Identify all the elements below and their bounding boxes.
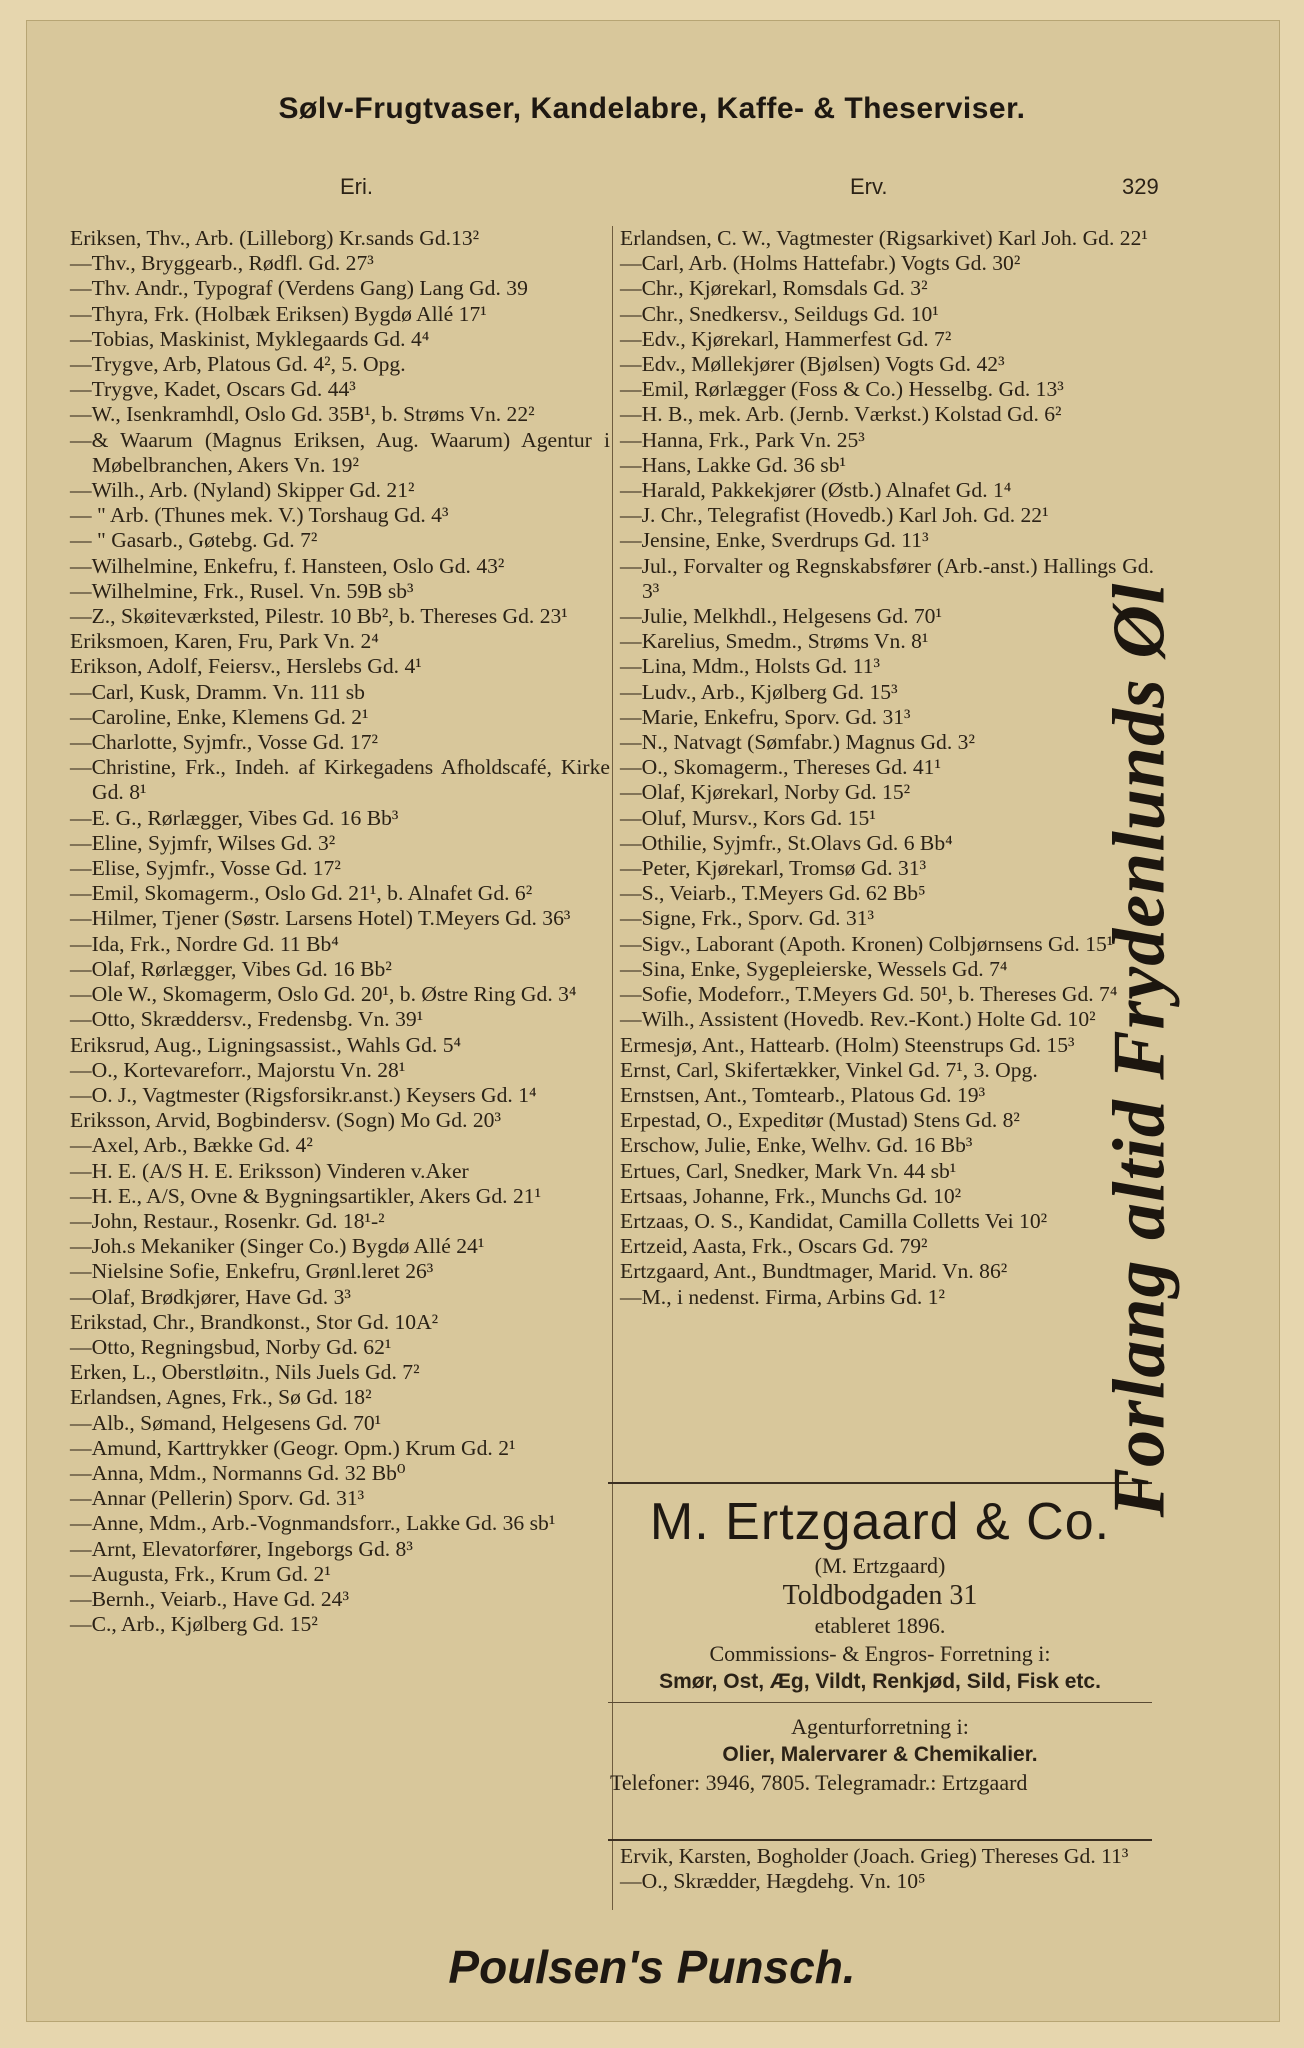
directory-entry: —Sina, Enke, Sygepleierske, Wessels Gd. 7⁴ (620, 956, 1008, 981)
directory-entry: —Edv., Kjørekarl, Hammerfest Gd. 7² (620, 326, 952, 351)
directory-entry: —N., Natvagt (Sømfabr.) Magnus Gd. 3² (620, 730, 975, 755)
advert-address: Toldbodgaden 31 (782, 1580, 978, 1611)
directory-entry: —Emil, Skomagerm., Oslo Gd. 21¹, b. Alnafet Gd. 6² (70, 881, 533, 906)
directory-entry: —Harald, Pakkekjører (Østb.) Alnafet Gd. 1⁴ (620, 478, 1012, 503)
directory-entry: —Wilh., Assistent (Hovedb. Rev.-Kont.) Holte Gd. 10² (620, 1007, 1096, 1032)
directory-entry: —Ida, Frk., Nordre Gd. 11 Bb⁴ (70, 931, 339, 956)
directory-entry: —Bernh., Veiarb., Have Gd. 24³ (70, 1586, 349, 1611)
directory-entry: Ernstsen, Ant., Tomtearb., Platous Gd. 19³ (620, 1082, 986, 1107)
directory-entry: Erlandsen, C. W., Vagtmester (Rigsarkivet) Karl Joh. Gd. 22¹ (620, 226, 1148, 250)
directory-entry: —Sofie, Modeforr., T.Meyers Gd. 50¹, b. Thereses Gd. 7⁴ (620, 982, 1118, 1007)
directory-entry: —Otto, Skræddersv., Fredensbg. Vn. 39¹ (70, 1007, 424, 1032)
directory-entry: —Lina, Mdm., Holsts Gd. 11³ (620, 654, 880, 679)
directory-entry: Erken, L., Oberstløitn., Nils Juels Gd. 7² (70, 1360, 420, 1385)
directory-entry: —& Waarum (Magnus Eriksen, Aug. Waarum) Agentur i Møbelbranchen, Akers Vn. 19² (70, 427, 610, 477)
advert-owner: (M. Ertzgaard) (814, 1553, 946, 1578)
directory-entry: —O., Skomagerm., Thereses Gd. 41¹ (620, 755, 941, 780)
directory-entry: —Olaf, Rørlægger, Vibes Gd. 16 Bb² (70, 956, 392, 981)
directory-entry: —Signe, Frk., Sporv. Gd. 31³ (620, 906, 875, 931)
directory-entry: —Anne, Mdm., Arb.-Vognmandsforr., Lakke Gd. 36 sb¹ (70, 1511, 556, 1536)
directory-entry: Eriksen, Thv., Arb. (Lilleborg) Kr.sands Gd.13² (70, 226, 480, 250)
directory-entry: —C., Arb., Kjølberg Gd. 15² (70, 1612, 318, 1637)
directory-entry: —Thv., Bryggearb., Rødfl. Gd. 27³ (70, 251, 374, 276)
directory-entry: —Charlotte, Syjmfr., Vosse Gd. 17² (70, 730, 378, 755)
directory-entry: —H. B., mek. Arb. (Jernb. Værkst.) Kolstad Gd. 6² (620, 402, 1062, 427)
after-advert-entries (620, 1844, 1154, 1894)
directory-entry: Ertzgaard, Ant., Bundtmager, Marid. Vn. 86² (620, 1259, 1008, 1284)
directory-entry: —Thv. Andr., Typograf (Verdens Gang) Lang Gd. 39 (70, 276, 528, 301)
directory-entry: Erschow, Julie, Enke, Welhv. Gd. 16 Bb³ (620, 1133, 973, 1158)
directory-entry: —Ole W., Skomagerm, Oslo Gd. 20¹, b. Østre Ring Gd. 3⁴ (70, 982, 577, 1007)
directory-entry: Ertzeid, Aasta, Frk., Oscars Gd. 79² (620, 1234, 928, 1259)
directory-entry: —Edv., Møllekjører (Bjølsen) Vogts Gd. 42³ (620, 352, 1005, 377)
directory-entry: —John, Restaur., Rosenkr. Gd. 18¹-² (70, 1208, 385, 1233)
directory-entry: —Othilie, Syjmfr., St.Olavs Gd. 6 Bb⁴ (620, 830, 953, 855)
directory-entry: — " Arb. (Thunes mek. V.) Torshaug Gd. 4³ (70, 503, 449, 528)
right-column (620, 226, 1154, 1310)
advert-business: Commissions- & Engros- Forretning i: (709, 1641, 1051, 1666)
directory-entry: —Ludv., Arb., Kjølberg Gd. 15³ (620, 679, 898, 704)
directory-entry: Erikstad, Chr., Brandkonst., Stor Gd. 10A² (70, 1309, 439, 1334)
directory-entry: —Emil, Rørlægger (Foss & Co.) Hesselbg. Gd. 13³ (620, 377, 1064, 402)
directory-entry: —Chr., Kjørekarl, Romsdals Gd. 3² (620, 276, 928, 301)
directory-entry: —Christine, Frk., Indeh. af Kirkegadens Afholdscafé, Kirke Gd. 8¹ (70, 755, 610, 805)
directory-entry: Eriksson, Arvid, Bogbindersv. (Sogn) Mo Gd. 20³ (70, 1108, 501, 1133)
directory-entry: Eriksmoen, Karen, Fru, Park Vn. 2⁴ (70, 629, 379, 654)
directory-entry: —J. Chr., Telegrafist (Hovedb.) Karl Joh. Gd. 22¹ (620, 503, 1049, 528)
directory-entry: —Carl, Kusk, Dramm. Vn. 111 sb (70, 679, 365, 704)
directory-entry: Ervik, Karsten, Bogholder (Joach. Grieg) Thereses Gd. 11³ (620, 1844, 1129, 1868)
directory-entry: —Z., Skøiteværksted, Pilestr. 10 Bb², b. Thereses Gd. 23¹ (70, 604, 568, 629)
advert-agency-goods: Olier, Malervarer & Chemikalier. (722, 1743, 1038, 1766)
directory-entry: —Marie, Enkefru, Sporv. Gd. 31³ (620, 704, 911, 729)
directory-entry: —O., Kortevareforr., Majorstu Vn. 28¹ (70, 1057, 406, 1082)
advert-divider (608, 1702, 1152, 1703)
directory-entry: —Amund, Karttrykker (Geogr. Opm.) Krum Gd. 2¹ (70, 1435, 516, 1460)
directory-entry: Ernst, Carl, Skifertækker, Vinkel Gd. 7¹, 3. Opg. (620, 1057, 1038, 1082)
directory-entry: Erlandsen, Agnes, Frk., Sø Gd. 18² (70, 1385, 372, 1410)
directory-entry: —Wilhelmine, Frk., Rusel. Vn. 59B sb³ (70, 578, 414, 603)
directory-entry: —Karelius, Smedm., Strøms Vn. 8¹ (620, 629, 929, 654)
footer-advert: Poulsen's Punsch. (448, 1941, 856, 1993)
directory-entry: —Wilhelmine, Enkefru, f. Hansteen, Oslo Gd. 43² (70, 553, 505, 578)
running-header-right: Erv. (850, 174, 888, 199)
directory-entry: —Caroline, Enke, Klemens Gd. 2¹ (70, 704, 369, 729)
advert-agency: Agenturforretning i: (791, 1714, 969, 1739)
directory-entry: —S., Veiarb., T.Meyers Gd. 62 Bb⁵ (620, 881, 926, 906)
directory-entry: —Carl, Arb. (Holms Hattefabr.) Vogts Gd. 30² (620, 251, 1021, 276)
directory-entry: —M., i nedenst. Firma, Arbins Gd. 1² (620, 1284, 945, 1309)
directory-entry: —Arnt, Elevatorfører, Ingeborgs Gd. 8³ (70, 1536, 413, 1561)
directory-entry: —Annar (Pellerin) Sporv. Gd. 31³ (70, 1486, 365, 1511)
directory-entry: —E. G., Rørlægger, Vibes Gd. 16 Bb³ (70, 805, 399, 830)
directory-entry: Erikson, Adolf, Feiersv., Herslebs Gd. 4¹ (70, 654, 422, 679)
directory-entry: —Wilh., Arb. (Nyland) Skipper Gd. 21² (70, 478, 415, 503)
advert-company-name: M. Ertzgaard & Co. (649, 1493, 1111, 1551)
directory-entry: —Jul., Forvalter og Regnskabsfører (Arb.-anst.) Hallings Gd. 3³ (620, 553, 1154, 603)
page-number: 329 (1122, 174, 1159, 199)
directory-entry: —W., Isenkramhdl, Oslo Gd. 35B¹, b. Strøms Vn. 22² (70, 402, 535, 427)
directory-entry: —Olaf, Brødkjører, Have Gd. 3³ (70, 1284, 351, 1309)
left-column (70, 226, 610, 1637)
directory-entry: —Tobias, Maskinist, Myklegaards Gd. 4⁴ (70, 326, 430, 351)
advert-goods: Smør, Ost, Æg, Vildt, Renkjød, Sild, Fisk etc. (659, 1670, 1101, 1693)
directory-entry: —H. E., A/S, Ovne & Bygningsartikler, Akers Gd. 21¹ (70, 1183, 542, 1208)
directory-entry: —Thyra, Frk. (Holbæk Eriksen) Bygdø Allé 17¹ (70, 301, 487, 326)
directory-entry: —Olaf, Kjørekarl, Norby Gd. 15² (620, 780, 911, 805)
directory-entry: —Oluf, Mursv., Kors Gd. 15¹ (620, 805, 876, 830)
directory-entry: —O., Skrædder, Hægdehg. Vn. 10⁵ (620, 1869, 926, 1894)
directory-entry: —Trygve, Arb, Platous Gd. 4², 5. Opg. (70, 352, 406, 377)
directory-entry: —Eline, Syjmfr, Wilses Gd. 3² (70, 830, 336, 855)
directory-entry: —Jensine, Enke, Sverdrups Gd. 11³ (620, 528, 929, 553)
directory-entry: —O. J., Vagtmester (Rigsforsikr.anst.) Keysers Gd. 1⁴ (70, 1082, 537, 1107)
directory-entry: —Joh.s Mekaniker (Singer Co.) Bygdø Allé 24¹ (70, 1234, 485, 1259)
ertzgaard-advert (608, 1482, 1152, 1841)
directory-entry: Eriksrud, Aug., Ligningsassist., Wahls Gd. 5⁴ (70, 1032, 462, 1057)
directory-entry: —Hilmer, Tjener (Søstr. Larsens Hotel) T.Meyers Gd. 36³ (70, 906, 571, 931)
advert-established: etableret 1896. (814, 1613, 946, 1638)
directory-entry: —Chr., Snedkersv., Seildugs Gd. 10¹ (620, 301, 939, 326)
directory-entry: Ermesjø, Ant., Hattearb. (Holm) Steenstrups Gd. 15³ (620, 1032, 1075, 1057)
directory-entry: —Axel, Arb., Bække Gd. 4² (70, 1133, 313, 1158)
directory-entry: —H. E. (A/S H. E. Eriksson) Vinderen v.Aker (70, 1158, 469, 1183)
directory-entry: Ertues, Carl, Snedker, Mark Vn. 44 sb¹ (620, 1158, 957, 1183)
directory-entry: —Trygve, Kadet, Oscars Gd. 44³ (70, 377, 356, 402)
directory-entry: —Alb., Sømand, Helgesens Gd. 70¹ (70, 1410, 382, 1435)
directory-entry: Erpestad, O., Expeditør (Mustad) Stens Gd. 8² (620, 1108, 1020, 1133)
directory-entry: —Anna, Mdm., Normanns Gd. 32 Bb⁰ (70, 1460, 406, 1485)
running-header-left: Eri. (340, 174, 373, 199)
directory-entry: Ertzaas, O. S., Kandidat, Camilla Colletts Vei 10² (620, 1208, 1048, 1233)
directory-entry: —Nielsine Sofie, Enkefru, Grønl.leret 26³ (70, 1259, 434, 1284)
directory-entry: —Peter, Kjørekarl, Tromsø Gd. 31³ (620, 856, 927, 881)
top-banner-advert: Sølv-Frugtvaser, Kandelabre, Kaffe- & Theserviser. (278, 92, 1026, 125)
directory-entry: —Sigv., Laborant (Apoth. Kronen) Colbjørnsens Gd. 15¹ (620, 931, 1114, 956)
directory-entry: Ertsaas, Johanne, Frk., Munchs Gd. 10² (620, 1183, 962, 1208)
directory-entry: —Otto, Regningsbud, Norby Gd. 62¹ (70, 1334, 392, 1359)
directory-entry: — " Gasarb., Gøtebg. Gd. 7² (70, 528, 318, 553)
directory-entry: —Hanna, Frk., Park Vn. 25³ (620, 427, 865, 452)
directory-entry: —Julie, Melkhdl., Helgesens Gd. 70¹ (620, 604, 942, 629)
side-advert-frydenlunds: Forlang altid Frydenlunds Øl (1098, 582, 1181, 1518)
advert-telephones: Telefoner: 3946, 7805. Telegramadr.: Ertzgaard (610, 1770, 1028, 1795)
directory-entry: —Hans, Lakke Gd. 36 sb¹ (620, 452, 846, 477)
directory-entry: —Elise, Syjmfr., Vosse Gd. 17² (70, 856, 341, 881)
directory-entry: —Augusta, Frk., Krum Gd. 2¹ (70, 1561, 331, 1586)
